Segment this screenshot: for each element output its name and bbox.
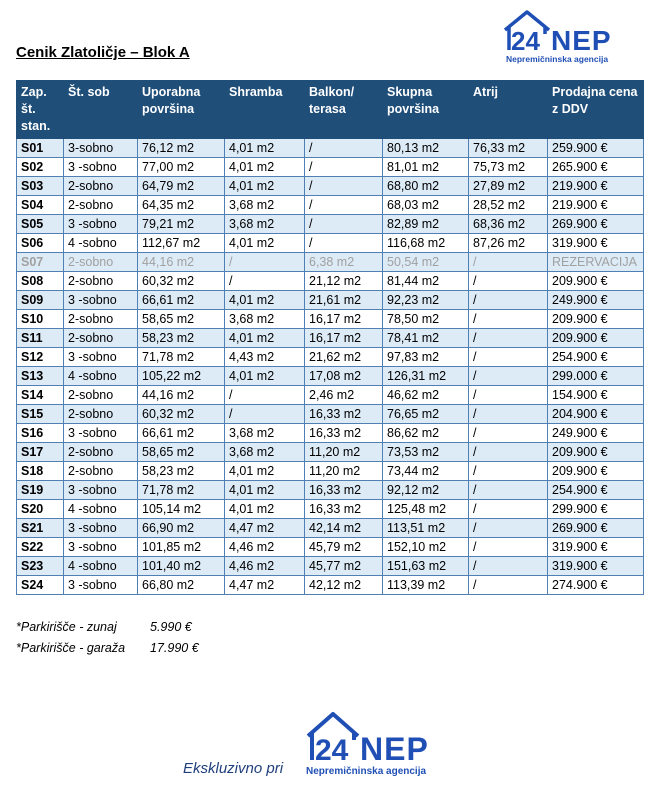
table-row <box>17 462 644 481</box>
cell-usable: 58,65 m2 <box>138 310 225 329</box>
cell-usable: 64,79 m2 <box>138 177 225 196</box>
cell-atrium: / <box>469 519 548 538</box>
cell-atrium: / <box>469 310 548 329</box>
cell-rooms: 2-sobno <box>64 405 138 424</box>
svg-text:NEP: NEP <box>551 25 612 54</box>
cell-storage: 4,01 m2 <box>225 481 305 500</box>
table-row <box>17 310 644 329</box>
col-header-atrium: Atrij <box>469 81 548 139</box>
cell-rooms: 3 -sobno <box>64 481 138 500</box>
cell-total: 97,83 m2 <box>383 348 469 367</box>
cell-price: 209.900 € <box>548 329 644 348</box>
cell-rooms: 2-sobno <box>64 253 138 272</box>
cell-balcony: 11,20 m2 <box>305 462 383 481</box>
cell-price: 269.900 € <box>548 215 644 234</box>
cell-total: 125,48 m2 <box>383 500 469 519</box>
cell-code: S09 <box>17 291 64 310</box>
cell-atrium: / <box>469 367 548 386</box>
table-row <box>17 215 644 234</box>
cell-usable: 71,78 m2 <box>138 481 225 500</box>
cell-usable: 112,67 m2 <box>138 234 225 253</box>
cell-code: S05 <box>17 215 64 234</box>
cell-storage: 4,01 m2 <box>225 234 305 253</box>
cell-atrium: / <box>469 291 548 310</box>
cell-rooms: 3 -sobno <box>64 215 138 234</box>
cell-storage: / <box>225 405 305 424</box>
cell-rooms: 3 -sobno <box>64 158 138 177</box>
cell-usable: 71,78 m2 <box>138 348 225 367</box>
cell-price: 154.900 € <box>548 386 644 405</box>
cell-code: S15 <box>17 405 64 424</box>
cell-total: 76,65 m2 <box>383 405 469 424</box>
table-row <box>17 481 644 500</box>
cell-balcony: 16,33 m2 <box>305 481 383 500</box>
cell-atrium: 87,26 m2 <box>469 234 548 253</box>
cell-storage: 4,47 m2 <box>225 576 305 595</box>
cell-price: 204.900 € <box>548 405 644 424</box>
cell-rooms: 2-sobno <box>64 310 138 329</box>
cell-usable: 58,65 m2 <box>138 443 225 462</box>
cell-balcony: 16,33 m2 <box>305 424 383 443</box>
cell-balcony: 16,33 m2 <box>305 500 383 519</box>
cell-atrium: / <box>469 443 548 462</box>
cell-rooms: 2-sobno <box>64 443 138 462</box>
col-header-usable: Uporabna površina <box>138 81 225 139</box>
cell-price: 209.900 € <box>548 272 644 291</box>
cell-total: 126,31 m2 <box>383 367 469 386</box>
cell-rooms: 3 -sobno <box>64 519 138 538</box>
cell-balcony: / <box>305 139 383 158</box>
col-header-rooms: Št. sob <box>64 81 138 139</box>
cell-price: 249.900 € <box>548 291 644 310</box>
cell-rooms: 3-sobno <box>64 139 138 158</box>
cell-usable: 58,23 m2 <box>138 329 225 348</box>
house-logo-icon <box>503 8 643 54</box>
logo-subtitle: Nepremičninska agencija <box>506 54 609 64</box>
table-row <box>17 519 644 538</box>
cell-usable: 105,14 m2 <box>138 500 225 519</box>
cell-storage: 4,01 m2 <box>225 158 305 177</box>
table-row <box>17 158 644 177</box>
cell-price: 299.000 € <box>548 367 644 386</box>
cell-balcony: 17,08 m2 <box>305 367 383 386</box>
cell-atrium: / <box>469 386 548 405</box>
table-row <box>17 424 644 443</box>
cell-code: S01 <box>17 139 64 158</box>
cell-price: 299.900 € <box>548 500 644 519</box>
cell-balcony: 6,38 m2 <box>305 253 383 272</box>
table-row <box>17 234 644 253</box>
cell-atrium: / <box>469 272 548 291</box>
cell-price: 274.900 € <box>548 576 644 595</box>
cell-usable: 66,61 m2 <box>138 291 225 310</box>
note-row <box>16 638 199 659</box>
cell-code: S19 <box>17 481 64 500</box>
cell-price: 209.900 € <box>548 462 644 481</box>
cell-atrium: 75,73 m2 <box>469 158 548 177</box>
cell-balcony: 21,62 m2 <box>305 348 383 367</box>
table-row <box>17 177 644 196</box>
cell-storage: / <box>225 272 305 291</box>
note-label: *Parkirišče - garaža <box>16 641 126 655</box>
cell-price: 269.900 € <box>548 519 644 538</box>
cell-balcony: 21,12 m2 <box>305 272 383 291</box>
table-row <box>17 500 644 519</box>
cell-rooms: 2-sobno <box>64 462 138 481</box>
cell-atrium: / <box>469 538 548 557</box>
cell-storage: 4,01 m2 <box>225 291 305 310</box>
cell-storage: 4,01 m2 <box>225 500 305 519</box>
cell-total: 86,62 m2 <box>383 424 469 443</box>
cell-atrium: 27,89 m2 <box>469 177 548 196</box>
cell-usable: 60,32 m2 <box>138 405 225 424</box>
cell-rooms: 4 -sobno <box>64 234 138 253</box>
table-row <box>17 196 644 215</box>
cell-total: 78,41 m2 <box>383 329 469 348</box>
table-row <box>17 538 644 557</box>
cell-balcony: / <box>305 196 383 215</box>
table-row <box>17 291 644 310</box>
cell-rooms: 2-sobno <box>64 386 138 405</box>
cell-price: 219.900 € <box>548 196 644 215</box>
cell-balcony: / <box>305 177 383 196</box>
cell-storage: / <box>225 253 305 272</box>
svg-text:24: 24 <box>511 26 540 54</box>
cell-total: 78,50 m2 <box>383 310 469 329</box>
cell-usable: 77,00 m2 <box>138 158 225 177</box>
svg-text:24: 24 <box>315 734 349 764</box>
note-row <box>16 617 199 638</box>
cell-total: 82,89 m2 <box>383 215 469 234</box>
cell-rooms: 3 -sobno <box>64 424 138 443</box>
cell-code: S18 <box>17 462 64 481</box>
cell-total: 81,44 m2 <box>383 272 469 291</box>
cell-code: S02 <box>17 158 64 177</box>
cell-storage: 3,68 m2 <box>225 424 305 443</box>
agency-logo <box>503 8 643 68</box>
parking-notes <box>16 617 199 659</box>
cell-atrium: 68,36 m2 <box>469 215 548 234</box>
table-row <box>17 253 644 272</box>
cell-code: S08 <box>17 272 64 291</box>
exclusive-text: Ekskluzivno pri <box>183 760 284 777</box>
cell-atrium: / <box>469 557 548 576</box>
cell-storage: 4,43 m2 <box>225 348 305 367</box>
house-logo-icon <box>306 710 456 764</box>
table-row <box>17 348 644 367</box>
cell-usable: 66,90 m2 <box>138 519 225 538</box>
cell-storage: 4,01 m2 <box>225 367 305 386</box>
table-row <box>17 329 644 348</box>
cell-rooms: 4 -sobno <box>64 367 138 386</box>
col-header-total: Skupna površina <box>383 81 469 139</box>
cell-total: 73,53 m2 <box>383 443 469 462</box>
table-row <box>17 557 644 576</box>
page-title: Cenik Zlatoličje – Blok A <box>16 44 190 61</box>
cell-price: 254.900 € <box>548 348 644 367</box>
cell-rooms: 4 -sobno <box>64 557 138 576</box>
cell-price: 209.900 € <box>548 443 644 462</box>
cell-code: S12 <box>17 348 64 367</box>
cell-code: S11 <box>17 329 64 348</box>
cell-rooms: 2-sobno <box>64 196 138 215</box>
cell-price: 319.900 € <box>548 557 644 576</box>
cell-atrium: 28,52 m2 <box>469 196 548 215</box>
col-header-price: Prodajna cena z DDV <box>548 81 644 139</box>
cell-storage: 4,01 m2 <box>225 139 305 158</box>
cell-rooms: 3 -sobno <box>64 538 138 557</box>
cell-usable: 60,32 m2 <box>138 272 225 291</box>
cell-price: 254.900 € <box>548 481 644 500</box>
cell-total: 80,13 m2 <box>383 139 469 158</box>
cell-rooms: 2-sobno <box>64 177 138 196</box>
cell-balcony: 2,46 m2 <box>305 386 383 405</box>
table-row <box>17 443 644 462</box>
table-row <box>17 139 644 158</box>
cell-total: 113,51 m2 <box>383 519 469 538</box>
cell-code: S13 <box>17 367 64 386</box>
cell-balcony: / <box>305 215 383 234</box>
cell-storage: 4,47 m2 <box>225 519 305 538</box>
cell-price: 319.900 € <box>548 234 644 253</box>
cell-atrium: / <box>469 329 548 348</box>
cell-atrium: / <box>469 253 548 272</box>
table-row <box>17 272 644 291</box>
cell-code: S07 <box>17 253 64 272</box>
cell-code: S21 <box>17 519 64 538</box>
cell-atrium: / <box>469 481 548 500</box>
cell-atrium: / <box>469 405 548 424</box>
cell-usable: 66,61 m2 <box>138 424 225 443</box>
cell-storage: 4,46 m2 <box>225 538 305 557</box>
cell-price: 249.900 € <box>548 424 644 443</box>
cell-code: S14 <box>17 386 64 405</box>
cell-atrium: / <box>469 576 548 595</box>
cell-total: 46,62 m2 <box>383 386 469 405</box>
cell-usable: 76,12 m2 <box>138 139 225 158</box>
cell-total: 73,44 m2 <box>383 462 469 481</box>
cell-usable: 64,35 m2 <box>138 196 225 215</box>
cell-price: 219.900 € <box>548 177 644 196</box>
cell-rooms: 2-sobno <box>64 329 138 348</box>
cell-price: 319.900 € <box>548 538 644 557</box>
cell-atrium: / <box>469 424 548 443</box>
cell-atrium: 76,33 m2 <box>469 139 548 158</box>
table-body <box>17 139 644 595</box>
cell-rooms: 3 -sobno <box>64 348 138 367</box>
cell-price: REZERVACIJA <box>548 253 644 272</box>
cell-storage: / <box>225 386 305 405</box>
cell-total: 151,63 m2 <box>383 557 469 576</box>
cell-storage: 4,01 m2 <box>225 329 305 348</box>
cell-atrium: / <box>469 500 548 519</box>
cell-balcony: 16,17 m2 <box>305 310 383 329</box>
cell-code: S22 <box>17 538 64 557</box>
cell-total: 68,80 m2 <box>383 177 469 196</box>
cell-usable: 44,16 m2 <box>138 253 225 272</box>
cell-balcony: 11,20 m2 <box>305 443 383 462</box>
agency-logo-footer <box>306 710 456 780</box>
cell-code: S10 <box>17 310 64 329</box>
cell-price: 259.900 € <box>548 139 644 158</box>
cell-code: S23 <box>17 557 64 576</box>
cell-total: 92,23 m2 <box>383 291 469 310</box>
cell-balcony: / <box>305 234 383 253</box>
cell-total: 92,12 m2 <box>383 481 469 500</box>
cell-code: S06 <box>17 234 64 253</box>
cell-total: 152,10 m2 <box>383 538 469 557</box>
cell-usable: 66,80 m2 <box>138 576 225 595</box>
cell-balcony: / <box>305 158 383 177</box>
cell-code: S16 <box>17 424 64 443</box>
cell-price: 209.900 € <box>548 310 644 329</box>
cell-code: S17 <box>17 443 64 462</box>
cell-atrium: / <box>469 462 548 481</box>
cell-storage: 3,68 m2 <box>225 215 305 234</box>
cell-balcony: 42,14 m2 <box>305 519 383 538</box>
col-header-storage: Shramba <box>225 81 305 139</box>
cell-rooms: 3 -sobno <box>64 291 138 310</box>
cell-total: 81,01 m2 <box>383 158 469 177</box>
cell-code: S04 <box>17 196 64 215</box>
cell-usable: 101,40 m2 <box>138 557 225 576</box>
cell-balcony: 16,33 m2 <box>305 405 383 424</box>
logo-subtitle: Nepremičninska agencija <box>306 766 427 777</box>
cell-storage: 4,01 m2 <box>225 462 305 481</box>
cell-balcony: 16,17 m2 <box>305 329 383 348</box>
cell-storage: 4,01 m2 <box>225 177 305 196</box>
cell-usable: 101,85 m2 <box>138 538 225 557</box>
cell-balcony: 45,79 m2 <box>305 538 383 557</box>
cell-code: S03 <box>17 177 64 196</box>
cell-usable: 44,16 m2 <box>138 386 225 405</box>
svg-text:NEP: NEP <box>360 731 429 764</box>
cell-total: 68,03 m2 <box>383 196 469 215</box>
cell-atrium: / <box>469 348 548 367</box>
cell-balcony: 42,12 m2 <box>305 576 383 595</box>
cell-code: S20 <box>17 500 64 519</box>
cell-total: 50,54 m2 <box>383 253 469 272</box>
table-row <box>17 367 644 386</box>
cell-storage: 3,68 m2 <box>225 443 305 462</box>
cell-usable: 58,23 m2 <box>138 462 225 481</box>
table-header <box>17 81 644 139</box>
note-value: 5.990 € <box>150 620 192 634</box>
cell-rooms: 2-sobno <box>64 272 138 291</box>
table-row <box>17 405 644 424</box>
cell-price: 265.900 € <box>548 158 644 177</box>
cell-storage: 4,46 m2 <box>225 557 305 576</box>
price-table <box>16 80 644 595</box>
cell-code: S24 <box>17 576 64 595</box>
cell-storage: 3,68 m2 <box>225 310 305 329</box>
table-row <box>17 576 644 595</box>
cell-balcony: 45,77 m2 <box>305 557 383 576</box>
note-label: *Parkirišče - zunaj <box>16 620 117 634</box>
cell-usable: 105,22 m2 <box>138 367 225 386</box>
col-header-code: Zap. št. stan. <box>17 81 64 139</box>
cell-storage: 3,68 m2 <box>225 196 305 215</box>
note-value: 17.990 € <box>150 641 199 655</box>
cell-usable: 79,21 m2 <box>138 215 225 234</box>
cell-total: 113,39 m2 <box>383 576 469 595</box>
cell-rooms: 4 -sobno <box>64 500 138 519</box>
cell-total: 116,68 m2 <box>383 234 469 253</box>
table-row <box>17 386 644 405</box>
cell-balcony: 21,61 m2 <box>305 291 383 310</box>
cell-rooms: 3 -sobno <box>64 576 138 595</box>
col-header-balcony: Balkon/ terasa <box>305 81 383 139</box>
